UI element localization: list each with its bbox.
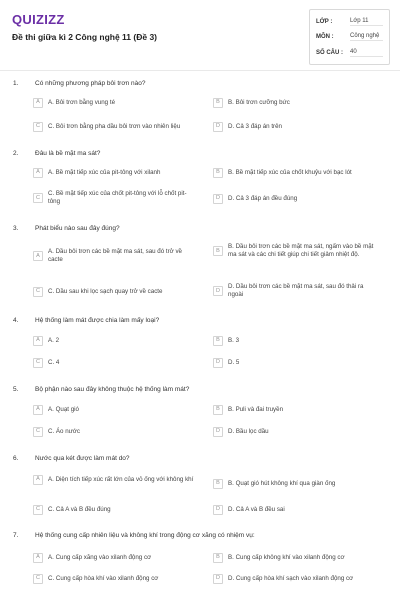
info-row-count	[316, 45, 383, 61]
option-letter: B	[213, 98, 223, 108]
option-text: C. Cả A và B đều đúng	[48, 505, 111, 513]
option-b[interactable]	[213, 336, 378, 346]
info-key: LỚP :	[316, 18, 333, 25]
info-key: MÔN :	[316, 34, 334, 41]
quizizz-logo: QUIZIZZ	[12, 12, 65, 27]
option-text: C. Áo nước	[48, 427, 80, 435]
option-text: C. Cung cấp hòa khí vào xilanh động cơ	[48, 574, 159, 582]
option-d[interactable]	[213, 283, 378, 300]
option-text: A. Diện tích tiếp xúc rất lớn của vỏ ống với không khí	[48, 475, 194, 483]
option-letter: D	[213, 505, 223, 515]
info-value: 40	[350, 49, 383, 57]
option-letter: B	[213, 168, 223, 178]
option-d[interactable]	[213, 194, 378, 204]
option-letter: C	[33, 427, 43, 437]
option-d[interactable]	[213, 574, 378, 584]
info-row-class	[316, 14, 383, 30]
option-a[interactable]	[33, 336, 198, 346]
option-b[interactable]	[213, 98, 378, 108]
option-d[interactable]	[213, 358, 378, 368]
option-text: D. Cung cấp hòa khí sạch vào xilanh động cơ	[228, 574, 354, 582]
option-a[interactable]	[33, 98, 198, 108]
option-d[interactable]	[213, 427, 378, 437]
question-text: 6. Nước qua két được làm mát do?	[13, 455, 130, 462]
option-text: C. Bề mặt tiếp xúc của chốt pit-tông với lỗ chốt pit-tông	[48, 190, 187, 206]
option-b[interactable]	[213, 243, 378, 260]
option-letter: C	[33, 122, 43, 132]
option-text: A. Bôi trơn bằng vung té	[48, 98, 116, 106]
option-text: A. Cung cấp xăng vào xilanh động cơ	[48, 553, 152, 561]
option-letter: C	[33, 358, 43, 368]
option-c[interactable]	[33, 358, 198, 368]
option-text: D. Cả 3 đáp án trên	[228, 122, 283, 130]
option-a[interactable]	[33, 475, 198, 485]
option-d[interactable]	[213, 505, 378, 515]
option-letter: C	[33, 574, 43, 584]
option-text: B. 3	[228, 336, 240, 344]
option-b[interactable]	[213, 553, 378, 563]
option-c[interactable]	[33, 427, 198, 437]
option-text: D. Cả A và B đều sai	[228, 505, 285, 513]
option-d[interactable]	[213, 122, 378, 132]
option-text: D. 5	[228, 358, 240, 366]
header-divider	[0, 70, 400, 71]
option-letter: A	[33, 98, 43, 108]
option-a[interactable]	[33, 405, 198, 415]
option-text: C. 4	[48, 358, 60, 366]
option-letter: D	[213, 574, 223, 584]
option-text: B. Quạt gió hút không khí qua giàn ống	[228, 479, 336, 487]
option-text: C. Bôi trơn bằng pha dầu bôi trơn vào nhiên liệu	[48, 122, 181, 130]
option-letter: B	[213, 553, 223, 563]
option-letter: C	[33, 505, 43, 515]
option-letter: C	[33, 287, 43, 297]
option-letter: A	[33, 553, 43, 563]
option-letter: A	[33, 405, 43, 415]
info-value: Công nghệ	[350, 33, 383, 41]
option-text: D. Cả 3 đáp án đều đúng	[228, 194, 298, 202]
option-b[interactable]	[213, 479, 378, 489]
option-text: A. 2	[48, 336, 60, 344]
option-a[interactable]	[33, 248, 198, 265]
option-letter: C	[33, 193, 43, 203]
option-letter: D	[213, 286, 223, 296]
option-text: B. Dầu bôi trơn các bề mặt ma sát, ngấm vào bề mặt ma sát và các chi tiết giúp chi tiết giảm nhiệt độ.	[228, 243, 374, 259]
question-text: 3. Phát biểu nào sau đây đúng?	[13, 225, 120, 232]
option-text: B. Cung cấp không khí vào xilanh động cơ	[228, 553, 345, 561]
question-text: 4. Hệ thống làm mát được chia làm mấy loại?	[13, 317, 160, 324]
option-b[interactable]	[213, 405, 378, 415]
option-text: A. Dầu bôi trơn các bề mặt ma sát, sau đó trở về cacte	[48, 248, 182, 264]
option-text: D. Dầu bôi trơn các bề mặt ma sát, sau đó thải ra ngoài	[228, 283, 364, 299]
option-letter: D	[213, 122, 223, 132]
info-value: Lớp 11	[350, 18, 383, 26]
option-letter: A	[33, 168, 43, 178]
option-c[interactable]	[33, 574, 198, 584]
option-letter: A	[33, 251, 43, 261]
info-row-subject	[316, 30, 383, 46]
worksheet-header	[0, 0, 400, 70]
option-letter: A	[33, 475, 43, 485]
option-letter: B	[213, 479, 223, 489]
option-text: A. Quạt gió	[48, 405, 79, 413]
option-a[interactable]	[33, 553, 198, 563]
option-text: B. Bôi trơn cưỡng bức	[228, 98, 290, 106]
option-letter: B	[213, 405, 223, 415]
info-box	[309, 9, 390, 65]
option-letter: D	[213, 358, 223, 368]
option-letter: B	[213, 336, 223, 346]
question-text: 5. Bộ phận nào sau đây không thuộc hệ thống làm mát?	[13, 386, 190, 393]
option-text: B. Bề mặt tiếp xúc của chốt khuỷu với bạc lót	[228, 168, 352, 176]
question-text: 2. Đâu là bề mặt ma sát?	[13, 150, 101, 157]
option-letter: D	[213, 194, 223, 204]
option-b[interactable]	[213, 168, 378, 178]
option-text: C. Dầu sau khi lọc sạch quay trở về cacte	[48, 287, 163, 295]
option-c[interactable]	[33, 505, 198, 515]
option-a[interactable]	[33, 168, 198, 178]
option-text: B. Puli và đai truyền	[228, 405, 284, 413]
option-text: D. Bầu lọc dầu	[228, 427, 269, 435]
option-letter: A	[33, 336, 43, 346]
option-c[interactable]	[33, 287, 198, 297]
option-letter: B	[213, 246, 223, 256]
option-text: A. Bề mặt tiếp xúc của pit-tông với xilanh	[48, 168, 161, 176]
info-key: SỐ CÂU :	[316, 49, 343, 56]
question-text: 7. Hệ thống cung cấp nhiên liệu và không khí trong động cơ xăng có nhiệm vụ:	[13, 532, 255, 539]
question-text: 1. Có những phương pháp bôi trơn nào?	[13, 80, 146, 87]
option-c[interactable]	[33, 190, 198, 207]
page-title: Đề thi giữa kì 2 Công nghệ 11 (Đề 3)	[12, 32, 158, 42]
option-letter: D	[213, 427, 223, 437]
option-c[interactable]	[33, 122, 198, 132]
